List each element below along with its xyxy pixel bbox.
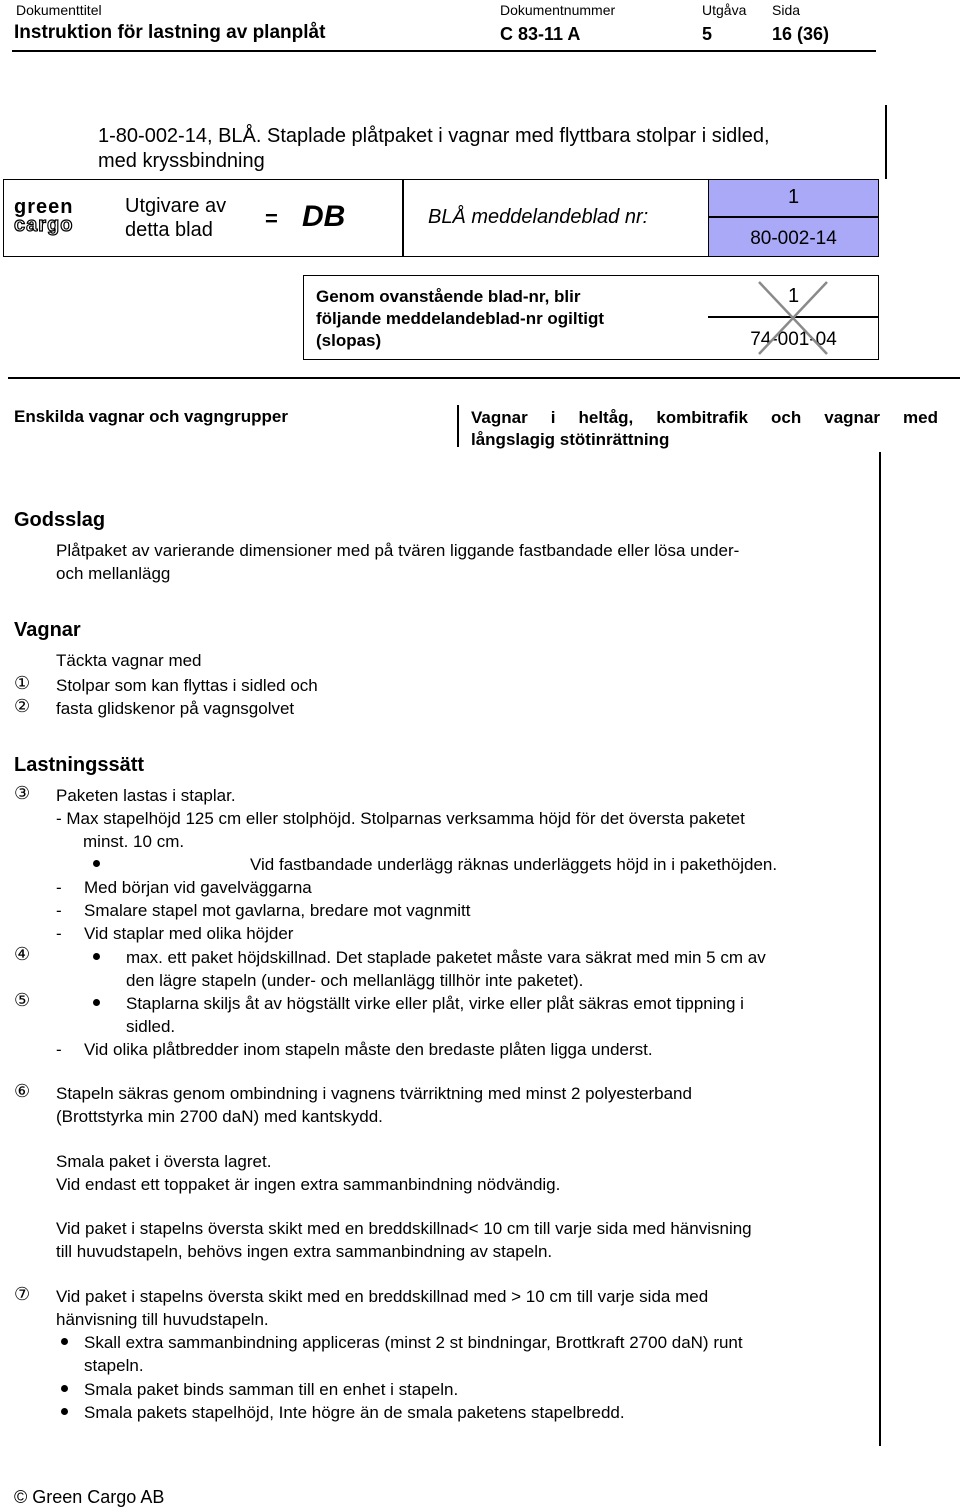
replaced-line2: följande meddelandeblad-nr ogiltigt: [316, 309, 605, 328]
paragraph-8: [56, 1217, 752, 1263]
paragraph-7-line2: Vid endast ett toppaket är ingen extra sammanbindning nödvändig.: [56, 1175, 561, 1194]
bullet-icon: [61, 1385, 68, 1392]
doc-heading: [98, 124, 770, 174]
issuer-divider: [402, 179, 404, 257]
dash-item-4: Vid staplar med olika höjder: [84, 924, 294, 943]
marker-5: ⑤: [14, 990, 31, 1010]
sheet-number-bottom: 80-002-14: [750, 228, 837, 249]
paragraph-7: [56, 1150, 560, 1196]
replaced-number-bottom: 74-001-04: [750, 329, 837, 350]
marker-7: ⑦: [14, 1284, 31, 1304]
bullet-item-4-line2: den lägre stapeln (under- och mellanlägg tillhör inte paketet).: [126, 971, 584, 990]
sheet-fraction-line: [708, 216, 879, 218]
lastning-heading: Lastningssätt: [14, 754, 145, 776]
bullet-item-1: Vid fastbandade underlägg räknas underläggets höjd in i pakethöjden.: [250, 855, 778, 874]
scope-right: [471, 407, 938, 451]
bullet-item-7: Smala paket binds samman till en enhet i stapeln.: [84, 1380, 459, 1399]
bullet-item-5-line1: Staplarna skiljs åt av högställt virke eller plåt, virke eller plåt säkras emot tippning i: [126, 994, 744, 1013]
green-cargo-logo: [14, 198, 104, 234]
marker-2: ②: [14, 696, 31, 716]
dash-item-1-line1: - Max stapelhöjd 125 cm eller stolphöjd. Stolparnas verksamma höjd för det översta paketet: [56, 809, 745, 828]
docnum-label: Dokumentnummer: [500, 2, 616, 18]
dash-item-5: Vid olika plåtbredder inom stapeln måste den bredaste plåten ligga underst.: [84, 1040, 653, 1059]
issuer-label-line2: detta blad: [125, 219, 213, 241]
vagnar-item1: Stolpar som kan flyttas i sidled och: [56, 676, 318, 695]
issuer-label-line1: Utgivare av: [125, 195, 227, 217]
title-label: Dokumenttitel: [16, 2, 102, 18]
bullet-item-8: Smala pakets stapelhöjd, Inte högre än de smala paketens stapelbredd.: [84, 1403, 625, 1422]
paragraph-3: Paketen lastas i staplar.: [56, 786, 236, 805]
dash-marker: -: [56, 878, 62, 897]
dash-marker: -: [56, 1040, 62, 1059]
sheet-label: BLÅ meddelandeblad nr:: [428, 206, 649, 228]
scope-right-line2: långslagig stötinrättning: [471, 430, 670, 449]
logo-cargo-text: cargo: [14, 214, 74, 236]
bullet-icon: [61, 1408, 68, 1415]
godsslag-heading: Godsslag: [14, 509, 106, 531]
paragraph-7-line1: Smala paket i översta lagret.: [56, 1152, 272, 1171]
bullet-item-6-line1: Skall extra sammanbindning appliceras (minst 2 st bindningar, Brottkraft 2700 daN) runt: [84, 1333, 743, 1352]
bullet-item-5: [126, 992, 744, 1038]
replaced-text: [316, 286, 604, 352]
page-number: 16 (36): [772, 24, 830, 44]
paragraph-9: [56, 1285, 708, 1331]
document-number: C 83-11 A: [500, 24, 581, 44]
footer-copyright: © Green Cargo AB: [14, 1487, 165, 1507]
bullet-item-6-line2: stapeln.: [84, 1356, 144, 1375]
scope-divider: [457, 405, 459, 447]
paragraph-9-line2: hänvisning till huvudstapeln.: [56, 1310, 269, 1329]
bullet-icon: [93, 999, 100, 1006]
paragraph-6: [56, 1082, 692, 1128]
paragraph-6-line2: (Brottstyrka min 2700 daN) med kantskydd.: [56, 1107, 383, 1126]
issuer-label: [125, 194, 226, 242]
dash-item-2: Med början vid gavelväggarna: [84, 878, 312, 897]
paragraph-9-line1: Vid paket i stapelns översta skikt med en breddskillnad med > 10 cm till varje sida med: [56, 1287, 709, 1306]
bullet-item-4: [126, 946, 766, 992]
vagnar-heading: Vagnar: [14, 619, 81, 641]
scope-top-rule: [8, 377, 960, 379]
replaced-line3: (slopas): [316, 331, 382, 350]
marker-3: ③: [14, 783, 31, 803]
godsslag-line2: och mellanlägg: [56, 564, 171, 583]
doc-heading-line2: med kryssbindning: [98, 150, 265, 172]
replaced-line1: Genom ovanstående blad-nr, blir: [316, 287, 581, 306]
marker-4: ④: [14, 944, 31, 964]
cross-out-icon: [755, 278, 831, 358]
godsslag-text: [56, 539, 739, 585]
header-divider: [12, 50, 876, 52]
equals-sign: =: [265, 206, 278, 231]
issuer-code: DB: [302, 200, 346, 233]
marker-1: ①: [14, 673, 31, 693]
bullet-icon: [93, 860, 100, 867]
edition-number: 5: [702, 24, 713, 44]
vagnar-item2: fasta glidskenor på vagnsgolvet: [56, 699, 295, 718]
scope-left: Enskilda vagnar och vagngrupper: [14, 407, 288, 426]
right-margin-rule: [879, 452, 881, 1446]
sheet-number-top: 1: [787, 186, 800, 208]
bullet-item-5-line2: sidled.: [126, 1017, 176, 1036]
godsslag-line1: Plåtpaket av varierande dimensioner med på tvären liggande fastbandade eller lösa under-: [56, 541, 740, 560]
paragraph-8-line1: Vid paket i stapelns översta skikt med en breddskillnad< 10 cm till varje sida med hänvisning: [56, 1219, 752, 1238]
replaced-number-top: 1: [787, 285, 800, 307]
dash-item-1-line2: minst. 10 cm.: [83, 832, 185, 851]
doc-heading-line1: 1-80-002-14, BLÅ. Staplade plåtpaket i vagnar med flyttbara stolpar i sidled,: [98, 125, 770, 147]
dash-marker: -: [56, 901, 62, 920]
page-label: Sida: [772, 2, 801, 18]
logo-green-text: green: [14, 196, 74, 218]
bullet-icon: [61, 1338, 68, 1345]
document-title: Instruktion för lastning av planplåt: [14, 22, 326, 43]
vagnar-intro: Täckta vagnar med: [56, 651, 202, 670]
bullet-item-6: [84, 1331, 743, 1377]
heading-right-rule: [885, 105, 887, 179]
marker-6: ⑥: [14, 1081, 31, 1101]
scope-right-line1: Vagnar i heltåg, kombitrafik och vagnar med: [471, 408, 938, 427]
dash-item-3: Smalare stapel mot gavlarna, bredare mot vagnmitt: [84, 901, 471, 920]
paragraph-8-line2: till huvudstapeln, behövs ingen extra sammanbindning av stapeln.: [56, 1242, 553, 1261]
dash-marker: -: [56, 924, 62, 943]
edition-label: Utgåva: [702, 2, 747, 18]
bullet-item-4-line1: max. ett paket höjdskillnad. Det staplade paketet måste vara säkrat med min 5 cm av: [126, 948, 766, 967]
bullet-icon: [93, 953, 100, 960]
dash-item-1: [56, 807, 745, 853]
paragraph-6-line1: Stapeln säkras genom ombindning i vagnens tvärriktning med minst 2 polyesterband: [56, 1084, 692, 1103]
